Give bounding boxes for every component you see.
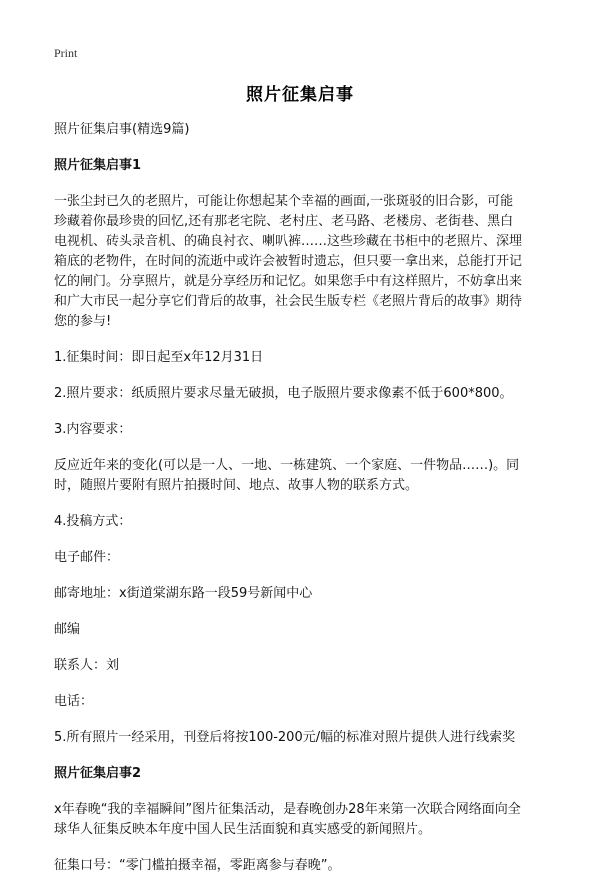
page-title: 照片征集启事 [246,85,354,105]
intro-line: 忆的闸门。分享照片，就是分享经历和记忆。如果您手中有这样照片，不妨拿出来 [54,274,523,289]
content-requirements-text [54,456,554,496]
requirements-line: 时，随照片要附有照片拍摄时间、地点、故事人物的联系方式。 [54,478,419,493]
postcode-line: 邮编 [54,622,81,637]
intro-line: 和广大市民一起分享它们背后的故事，社会民生版专栏《老照片背后的故事》期待 [54,294,523,309]
item-content-requirements: 3.内容要求： [54,422,132,437]
intro-line: 一张尘封已久的老照片，可能让你想起某个幸福的画面,一张斑驳的旧合影，可能 [54,194,514,209]
subtitle: 照片征集启事(精选9篇) [54,122,190,137]
section-2-heading: 照片征集启事2 [54,766,142,781]
item-collection-time: 1.征集时间：即日起至x年12月31日 [54,350,264,365]
intro-line: 箱底的老物件，在时间的流逝中或许会被暂时遗忘，但只要一拿出来，总能打开记 [54,254,523,269]
section-1-intro [54,192,554,332]
item-submission-method: 4.投稿方式： [54,514,132,529]
contact-line: 联系人：刘 [54,658,120,673]
print-label: Print [54,46,78,60]
phone-line: 电话： [54,694,94,709]
intro-line: x年春晚“我的幸福瞬间”图片征集活动，是春晚创办28年来第一次联合网络面向全 [54,802,521,817]
document-body [54,120,554,876]
section-2-intro [54,800,554,840]
slogan-line: 征集口号：“零门槛拍摄幸福，零距离参与春晚”。 [54,858,341,873]
intro-line: 电视机、砖头录音机、的确良衬衣、喇叭裤……这些珍藏在书柜中的老照片、深埋 [54,234,523,249]
address-line: 邮寄地址：x街道棠湖东路一段59号新闻中心 [54,586,313,601]
requirements-line: 反应近年来的变化(可以是一人、一地、一栋建筑、一个家庭、一件物品……)。同 [54,458,520,473]
item-photo-requirements: 2.照片要求：纸质照片要求尽量无破损，电子版照片要求像素不低于600*800。 [54,386,513,401]
intro-line: 珍藏着你最珍贵的回忆,还有那老宅院、老村庄、老马路、老楼房、老街巷、黑白 [54,214,514,229]
item-reward: 5.所有照片一经采用，刊登后将按100-200元/幅的标准对照片提供人进行线索奖 [54,730,516,745]
intro-line: 球华人征集反映本年度中国人民生活面貌和真实感受的新闻照片。 [54,822,432,837]
email-line: 电子邮件： [54,550,120,565]
section-1-heading: 照片征集启事1 [54,158,142,173]
intro-line: 您的参与! [54,314,112,329]
